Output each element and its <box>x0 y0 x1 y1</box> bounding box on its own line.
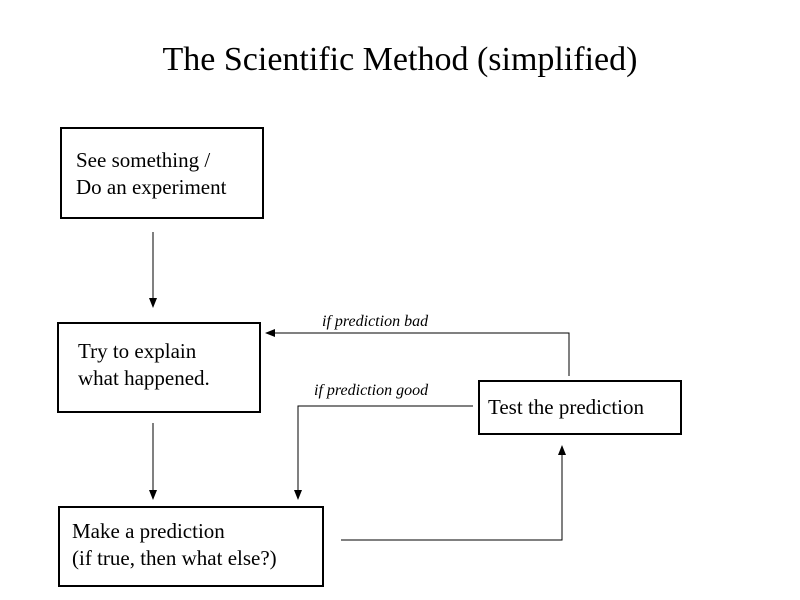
node-predict-line: Make a prediction <box>72 519 225 543</box>
node-observe-line: Do an experiment <box>76 175 227 199</box>
node-explain-line: what happened. <box>78 366 210 390</box>
page-title: The Scientific Method (simplified) <box>162 41 638 78</box>
arrow-test-to-explain-bad <box>266 333 569 376</box>
node-observe-line: See something / <box>76 148 211 172</box>
node-predict <box>58 506 324 587</box>
edge-label-prediction-bad: if prediction bad <box>322 313 429 330</box>
node-explain <box>57 322 261 413</box>
node-test <box>478 380 682 435</box>
arrow-predict-to-test <box>341 446 562 540</box>
node-explain-line: Try to explain <box>78 339 197 363</box>
node-test-line: Test the prediction <box>488 395 644 419</box>
node-predict-line: (if true, then what else?) <box>72 546 277 570</box>
node-observe <box>60 127 264 219</box>
arrow-test-to-predict-good <box>298 406 473 499</box>
edge-label-prediction-good: if prediction good <box>314 382 429 399</box>
